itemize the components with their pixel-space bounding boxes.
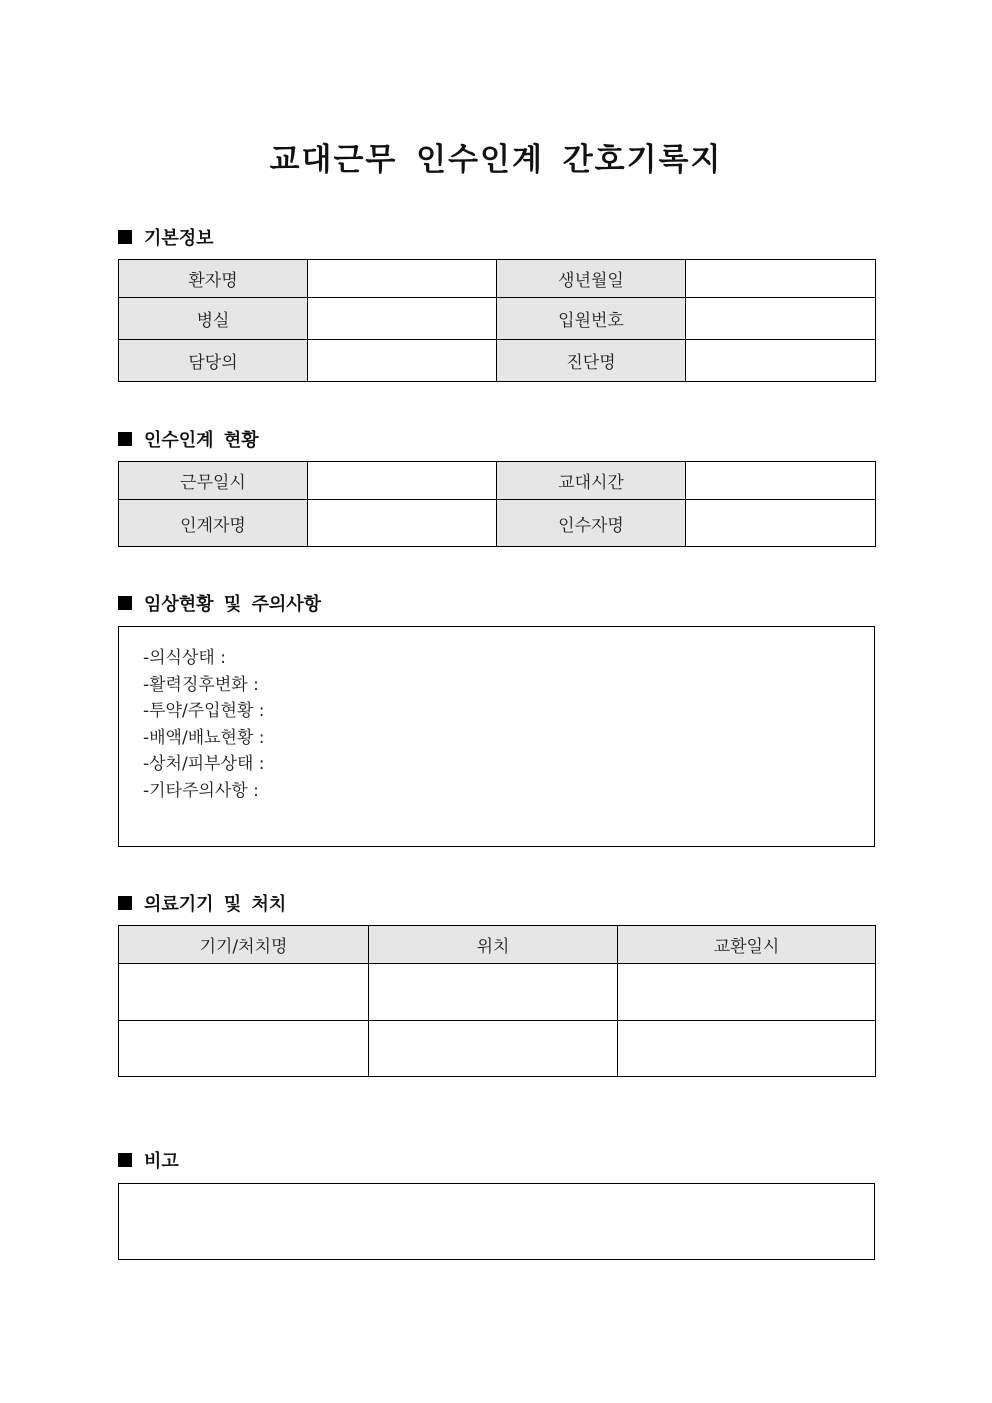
- change-date-cell[interactable]: [618, 964, 876, 1021]
- section-title: 인수인계 현황: [144, 430, 259, 451]
- diagnosis-field[interactable]: [686, 340, 876, 382]
- table-row: [119, 1021, 876, 1077]
- device-name-cell[interactable]: [119, 1021, 369, 1077]
- section-title: 기본정보: [144, 228, 214, 249]
- table-row: [119, 964, 876, 1021]
- receiver-label: 인수자명: [497, 500, 686, 547]
- birth-date-field[interactable]: [686, 260, 876, 298]
- diagnosis-label: 진단명: [497, 340, 686, 382]
- location-cell[interactable]: [369, 964, 618, 1021]
- square-bullet-icon: [118, 1153, 132, 1167]
- section-heading-devices: [118, 890, 286, 916]
- section-title: 임상현황 및 주의사항: [144, 594, 322, 615]
- change-date-header: 교환일시: [618, 926, 876, 964]
- change-date-cell[interactable]: [618, 1021, 876, 1077]
- doctor-field[interactable]: [308, 340, 497, 382]
- page-title: 교대근무 인수인계 간호기록지: [269, 142, 723, 178]
- square-bullet-icon: [118, 596, 132, 610]
- section-heading-remarks: [118, 1147, 179, 1173]
- giver-field[interactable]: [308, 500, 497, 547]
- basic-info-table: [118, 259, 876, 382]
- receiver-field[interactable]: [686, 500, 876, 547]
- patient-name-field[interactable]: [308, 260, 497, 298]
- note-medication: -투약/주입현황 :: [143, 701, 265, 722]
- work-date-label: 근무일시: [119, 462, 308, 500]
- note-wound-skin: -상처/피부상태 :: [143, 754, 265, 775]
- handover-info-table: [118, 461, 876, 547]
- note-vital-signs: -활력징후변화 :: [143, 674, 259, 695]
- shift-time-field[interactable]: [686, 462, 876, 500]
- square-bullet-icon: [118, 432, 132, 446]
- birth-date-label: 생년월일: [497, 260, 686, 298]
- section-title: 비고: [144, 1151, 179, 1172]
- square-bullet-icon: [118, 230, 132, 244]
- devices-table: [118, 925, 876, 1077]
- work-date-field[interactable]: [308, 462, 497, 500]
- admission-no-field[interactable]: [686, 298, 876, 340]
- section-title: 의료기기 및 처치: [144, 894, 287, 915]
- note-drainage: -배액/배뇨현황 :: [143, 727, 265, 748]
- location-header: 위치: [369, 926, 618, 964]
- shift-time-label: 교대시간: [497, 462, 686, 500]
- patient-name-label: 환자명: [119, 260, 308, 298]
- admission-no-label: 입원번호: [497, 298, 686, 340]
- device-name-cell[interactable]: [119, 964, 369, 1021]
- location-cell[interactable]: [369, 1021, 618, 1077]
- ward-label: 병실: [119, 298, 308, 340]
- note-other-cautions: -기타주의사항 :: [143, 780, 259, 801]
- giver-label: 인계자명: [119, 500, 308, 547]
- section-heading-basic: [118, 224, 214, 250]
- note-consciousness: -의식상태 :: [143, 648, 226, 668]
- doctor-label: 담당의: [119, 340, 308, 382]
- section-heading-handover: [118, 426, 259, 452]
- square-bullet-icon: [118, 896, 132, 910]
- remarks-box[interactable]: [118, 1183, 875, 1260]
- device-name-header: 기기/처치명: [119, 926, 369, 964]
- clinical-notes-box[interactable]: [118, 626, 875, 847]
- section-heading-clinical: [118, 590, 321, 616]
- ward-field[interactable]: [308, 298, 497, 340]
